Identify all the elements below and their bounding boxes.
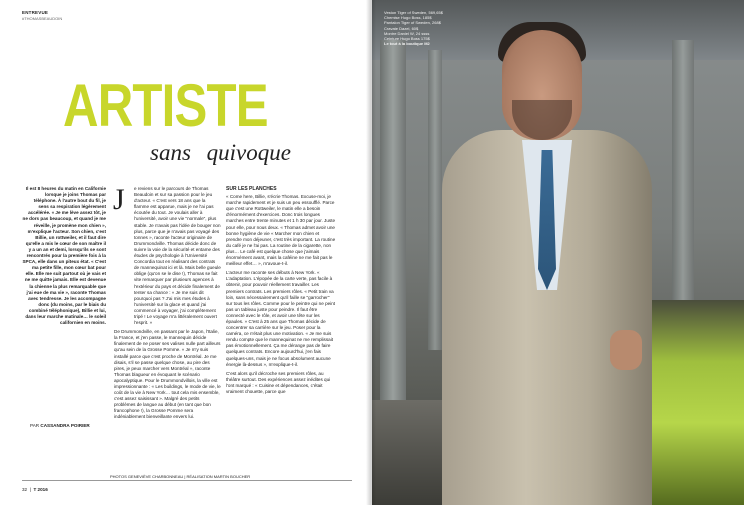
page-gutter bbox=[366, 0, 376, 505]
body-paragraph: « Come here, Billie, s'écrie Thomas. Excuse-moi, je marche rapidement et je suis un peu essoufflé. Parce que c'est une Rottweiler, le matin elle a besoin d'énormément d'exercices. Donc trois longues marches entre trente minutes et 1 h 30 par jour. Juste pour elle, pour nous deux. « Thomas admet avoir une bonne hygiène de vie « Marcher mon chien et prendre mon déjeuner, c'est très important. La routine du café je ne l'ai pas. La routine de la cigarette, non plus… Le café est quelque chose que j'aimais énormément avant, mais la caféine ne me fait pas le meilleur effet… », m'avoue-t-il. bbox=[226, 194, 336, 267]
garage-pillar bbox=[672, 40, 694, 300]
byline-prefix: PAR bbox=[30, 423, 40, 428]
body-paragraph: L'acteur me raconte ses débuts à New York. « L'adaptation. L'épopée de la carte verte, pas facile à obtenir, pour pouvoir réellement travailler. Les premiers contrats. Les premiers rôles. « Petit train va loin, sans nécessairement qu'il faille se "garrocher" sur tous les rôles. Comme pour le peintre qui ne peint pas un tableau juste pour peindre. Il faut être connecté avec le rôle, et avoir une tête sur les épaules. » C'est à 25 ans que Thomas décide de concentrer sa carrière sur le jeu. Poser pour la caméra, ce n'était plus une motivation. « Je me suis rendu compte que le mannequinat ne me remplissait pas émotionnellement. Ça me dérange pas de faire quelques contrats. Encore aujourd'hui, j'en fais quelques-uns, mais je ne focus absolument aucune énergie là-dessus », m'explique-t-il. bbox=[226, 270, 336, 367]
footer-divider bbox=[22, 480, 352, 481]
article-subtitle: sans quivoque bbox=[150, 140, 291, 165]
section-label: ENTREVUE bbox=[22, 10, 49, 15]
photo-page bbox=[372, 0, 744, 505]
hashtag: #THOMASBEAUDOIN bbox=[22, 16, 63, 21]
garage-pillar bbox=[428, 50, 442, 350]
intro-text: Il est 8 heures du matin en Californie lorsque je joins Thomas par téléphone. À l'autre bout du fil, je sens sa respiration légèrement accélérée. « Je me lève assez tôt, je ne dors pas beaucoup, et quand je me réveille, je promène mon chien », m'explique l'acteur. Son chien, c'est Billie, un rottweiler, et il faut dire qu'elle a mis le cœur de son maître il y a un an et demi, lorsqu'ils se sont rencontrés pour la première fois à la SPCA, elle dans un piteux état. « C'est ma petite fille, mon cœur bat pour elle. Elle me suit partout où je vais et ne me quitte jamais. Elle est devenue la chienne la plus remarquable que j'ai eue de ma vie », raconte Thomas avec tendresse. Je les accompagne donc (du moins, par le biais du combiné téléphonique), Billie et lui, dans leur marche matinale… le soleil californien en moins. bbox=[22, 186, 106, 326]
page-number: 32 | T 2016 bbox=[22, 487, 48, 492]
page-number-value: 32 bbox=[22, 487, 28, 492]
green-car bbox=[652, 300, 744, 505]
credit-line: Montre Daniel W, 24 ssss bbox=[384, 30, 430, 36]
magazine-logo: T bbox=[33, 487, 37, 492]
wardrobe-credits bbox=[384, 10, 494, 46]
body-column-3 bbox=[226, 186, 336, 398]
credit-line: Pantalon Tiger of Sweden, 268$ bbox=[384, 20, 441, 26]
section-heading: SUR LES PLANCHES bbox=[226, 186, 277, 192]
article-title: ARTISTE bbox=[63, 72, 268, 139]
credit-line: Ceinture Hugo Boss 175$ bbox=[384, 36, 430, 42]
issue-year: 2016 bbox=[37, 487, 48, 492]
body-column-2 bbox=[113, 183, 221, 424]
intro-column bbox=[22, 186, 106, 329]
drop-cap: J bbox=[113, 183, 125, 216]
credit-line: Cravate Dazel, 60$ bbox=[384, 25, 419, 31]
model-hand bbox=[610, 330, 642, 370]
credit-line: Veston Tiger of Sweden, 569,65$ bbox=[384, 10, 443, 15]
garage-pillar bbox=[380, 40, 406, 420]
credit-line: Chemise Hugo Boss, 185$ bbox=[384, 15, 432, 21]
credit-line: Le tout à la boutique M2 bbox=[384, 41, 430, 47]
body-paragraph: e reviens sur le parcours de Thomas Beaudoin et sur sa passion pour le jeu d'acteur. « C'est vers 18 ans que la flamme est apparue, mais je ne l'ai pas écoutée du tout. Je voulais aller à l'université, avoir une vie "normale", plus stable. Je n'avais pas l'idée de bouger non plus, parce que je n'avais pas voyagé des tonnes », raconte l'acteur originaire de Drummondville. Thomas décide donc de suivre la voie de la sécurité et entame des études de psychologie à l'Université Concordia tout en réalisant des contrats de mannequinat ici et là. Mais belle gueule oblige (qu'on se le dise !), Thomas se fait vite remarquer par plusieurs agences à l'extérieur du pays et décide finalement de tenter sa chance : « Je me suis dit pourquoi pas ? J'ai mis mes études à l'université sur la glace et quand j'ai commencé à voyager, j'ai complètement tripé ! Le voyage m'a littéralement ouvert l'esprit. » bbox=[134, 186, 221, 326]
body-paragraph: De Drummondville, en passant par le Japon, l'Italie, la France, et j'en passe, le mannequin décide finalement de ne poser ses valises nulle part ailleurs qu'au sein de la Grosse Pomme. « Je m'y suis installé parce que c'est proche de Montréal. Je me disais, s'il se passe quelque chose, au pire des pires, je peux marcher vers Montréal », raconte Thomas blagueur en évoquant le scénario apocalyptique. Pour le Drummondvillois, la ville est impressionnante : « Les buildings, le mode de vie, le coût de la vie à New York… tout cela mis ensemble, c'est assez saisissant ». Malgré des petits problèmes de langue au début (en tant que bon francophone !), la Grosse Pomme sera indéniablement bienveillante envers lui. bbox=[114, 329, 221, 420]
byline bbox=[30, 423, 90, 428]
photo-credits: PHOTOS GENEVIÈVE CHARBONNEAU | RÉALISATION MARTIN BOUCHER bbox=[110, 474, 251, 479]
body-paragraph: C'est alors qu'il décroche ses premiers rôles, au théâtre surtout. Des expériences assez inédites qui l'ont marqué : « Cuisine et dépendances, c'était vraiment chouette, parce que bbox=[226, 370, 331, 394]
byline-author: CASSANDRA POIRIER bbox=[40, 423, 90, 428]
